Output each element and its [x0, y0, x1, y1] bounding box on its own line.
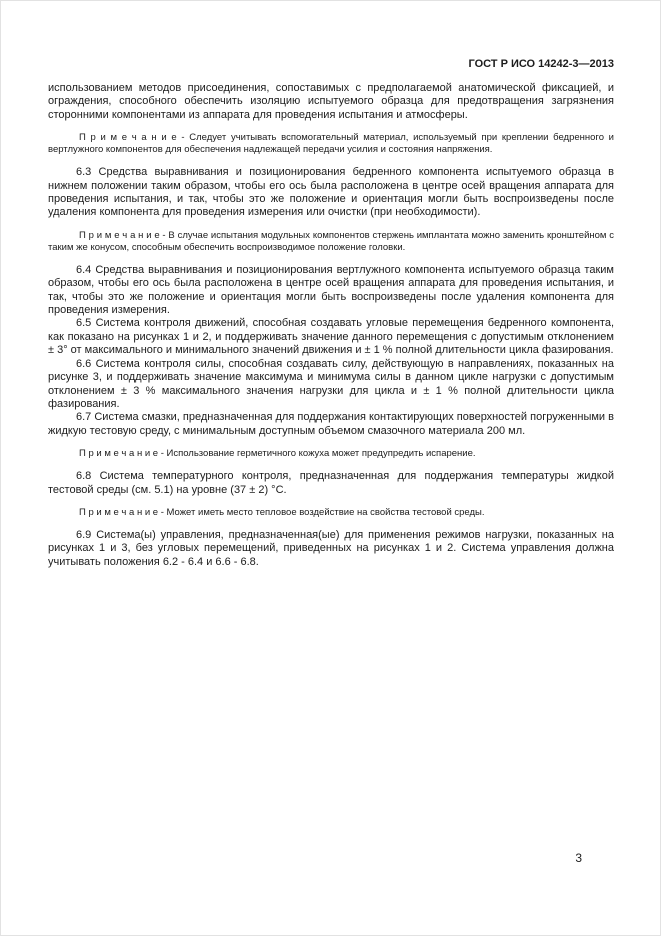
clause-6-7: 6.7 Система смазки, предназначенная для поддержания контактирующих поверхностей погруженными в жидкую тестовую среду, с минимальным доступным объемом смазочного материала 200 мл. — [48, 411, 614, 437]
clause-6-3: 6.3 Средства выравнивания и позиционирования бедренного компонента испытуемого образца в нижнем положении таким образом, чтобы его ось была расположена в центре осей вращения аппарата для проведения испытания, и так, чтобы это же положение и ориентация могли быть воспроизведены после удаления компонента для проведения измерения или очистки (при необходимости). — [48, 166, 614, 219]
clause-6-4: 6.4 Средства выравнивания и позиционирования вертлужного компонента испытуемого образца таким образом, чтобы его ось была расположена в центре осей вращения аппарата для проведения испытания, и так, чтобы это же положение и ориентация могли быть воспроизведены после удаления компонента для проведения измерения. — [48, 263, 614, 317]
note-paragraph: П р и м е ч а н и е - Следует учитывать вспомогательный материал, используемый при креплении бедренного и вертлужного компонентов для обеспечения надлежащей передачи усилия и состояния напряжения. — [48, 132, 614, 156]
clause-6-5: 6.5 Система контроля движений, способная создавать угловые перемещения бедренного компонента, как показано на рисунках 1 и 2, и поддерживать значение данного перемещения с допустимым отклонением ± 3° от максимального и минимального значений движения и ± 1 % полной длительности цикла фазирования. — [48, 317, 614, 357]
note-paragraph: П р и м е ч а н и е - В случае испытания модульных компонентов стержень имплантата можно заменить кронштейном с таким же конусом, способным обеспечить воспроизводимое положение головки. — [48, 229, 614, 253]
clause-6-9: 6.9 Система(ы) управления, предназначенная(ые) для применения режимов нагрузки, показанных на рисунках 1 и 3, без угловых перемещений, приведенных на рисунках 1 и 2. Система управления должна учитывать положения 6.2 - 6.4 и 6.6 - 6.8. — [48, 528, 614, 568]
note-paragraph: П р и м е ч а н и е - Использование герметичного кожуха может предупредить испарение. — [79, 448, 476, 460]
note-paragraph: П р и м е ч а н и е - Может иметь место тепловое воздействие на свойства тестовой среды. — [79, 506, 485, 518]
clause-6-6: 6.6 Система контроля силы, способная создавать силу, действующую в направлениях, показанных на рисунке 3, и поддерживать значение максимума и минимума силы в данном цикле нагрузки с допустимым отклонением ± 3 % максимального значения нагрузки для цикла и ± 1 % полной длительности цикла фазирования. — [48, 357, 614, 410]
paragraph-continuation: использованием методов присоединения, сопоставимых с предполагаемой анатомической фиксацией, и ограждения, способного обеспечить изоляцию испытуемого образца для предотвращения загрязнения сторонними компонентами из аппарата для проведения испытания и атмосферы. — [48, 82, 614, 121]
standard-number-header: ГОСТ Р ИСО 14242-3—2013 — [468, 58, 614, 70]
page-number: 3 — [575, 851, 582, 865]
document-body — [48, 82, 614, 569]
clause-6-8: 6.8 Система температурного контроля, предназначенная для поддержания температуры жидкой тестовой среды (см. 5.1) на уровне (37 ± 2) °С. — [48, 470, 614, 496]
